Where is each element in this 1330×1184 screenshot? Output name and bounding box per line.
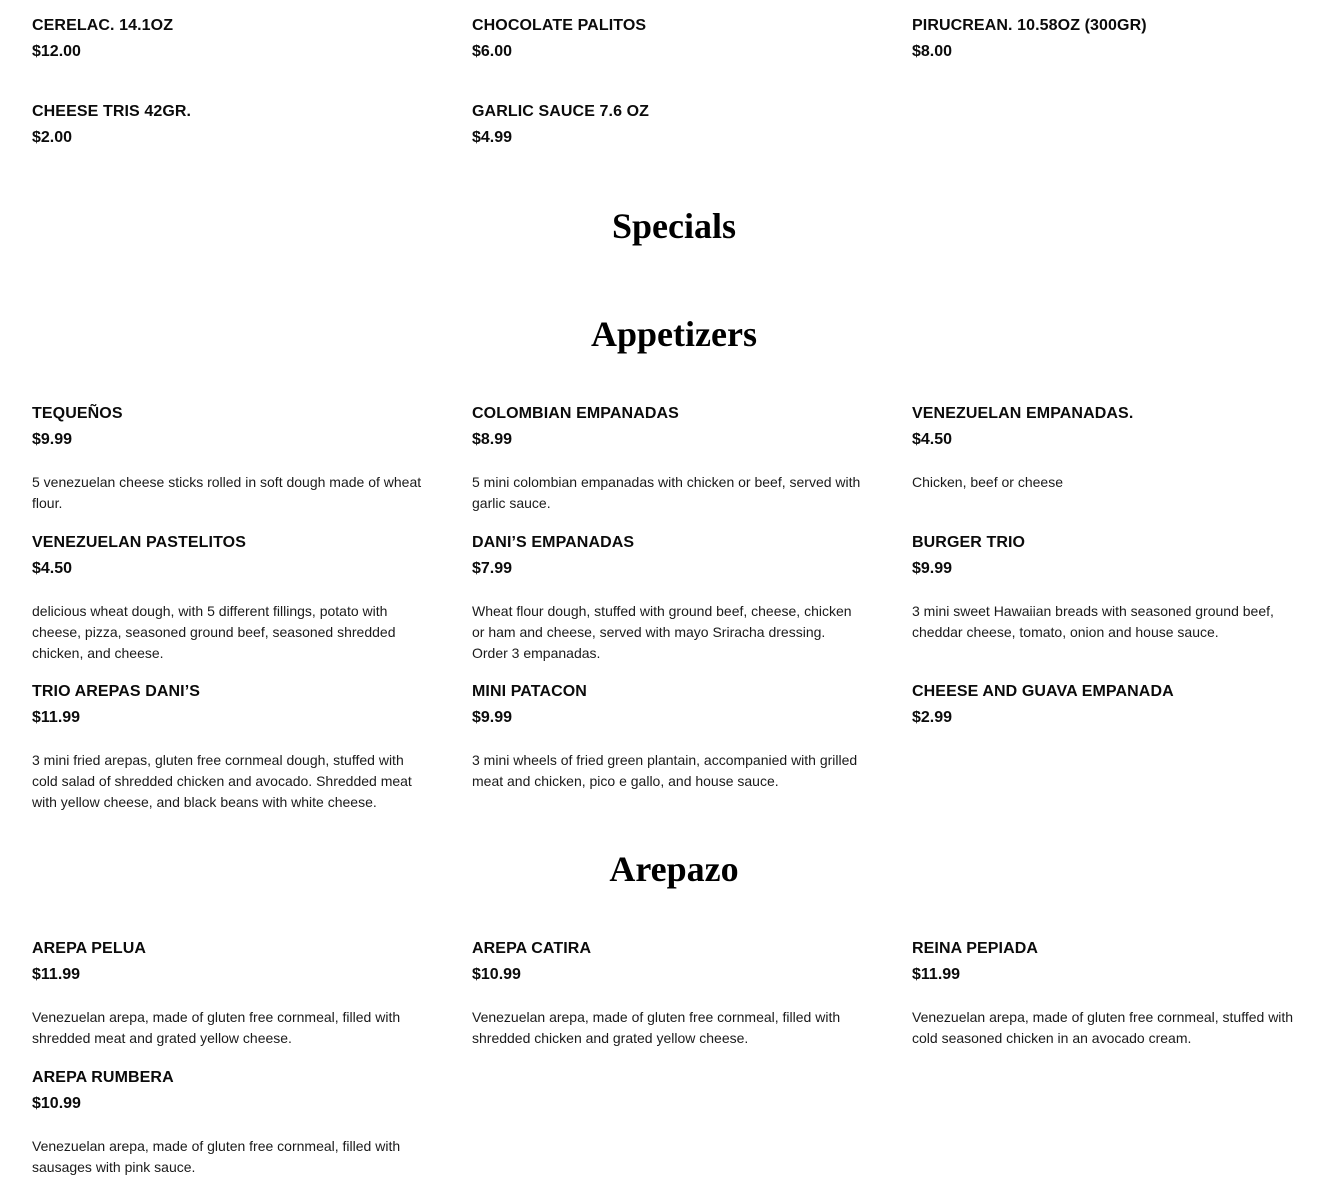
menu-item[interactable]	[472, 682, 862, 792]
item-name: DANI’S EMPANADAS	[472, 534, 635, 551]
item-name: COLOMBIAN EMPANADAS	[472, 405, 679, 422]
menu-item[interactable]	[912, 16, 1302, 62]
item-name: MINI PATACON	[472, 683, 587, 700]
menu-item[interactable]	[472, 404, 862, 514]
item-description: delicious wheat dough, with 5 different fillings, potato with cheese, pizza, seasoned ground beef, seasoned shredded chicken, and cheese.	[32, 603, 396, 661]
item-name: BURGER TRIO	[912, 534, 1026, 551]
item-description: 3 mini fried arepas, gluten free cornmeal dough, stuffed with cold salad of shredded chicken and avocado. Shredded meat with yellow cheese, and black beans with white cheese.	[32, 752, 412, 810]
item-description: 5 venezuelan cheese sticks rolled in soft dough made of wheat flour.	[32, 474, 422, 511]
item-name: GARLIC SAUCE 7.6 OZ	[472, 103, 650, 120]
item-name: CERELAC. 14.1OZ	[32, 17, 174, 34]
item-name: AREPA PELUA	[32, 940, 146, 957]
item-name: TRIO AREPAS DANI’S	[32, 683, 201, 700]
item-price: $4.50	[912, 431, 953, 448]
item-description: 3 mini wheels of fried green plantain, accompanied with grilled meat and chicken, pico e gallo, and house sauce.	[472, 752, 858, 789]
section-title-specials: Specials	[611, 206, 736, 246]
item-price: $11.99	[32, 966, 81, 983]
item-price: $10.99	[32, 1095, 81, 1112]
section-title-arepazo: Arepazo	[609, 849, 739, 889]
item-price: $8.00	[912, 43, 953, 60]
menu-item[interactable]	[472, 939, 862, 1049]
menu-item[interactable]	[912, 533, 1302, 643]
item-name: VENEZUELAN EMPANADAS.	[912, 405, 1134, 422]
item-name: PIRUCREAN. 10.58OZ (300GR)	[912, 17, 1147, 34]
menu-item[interactable]	[472, 102, 862, 148]
item-description: Venezuelan arepa, made of gluten free cornmeal, filled with shredded chicken and grated yellow cheese.	[472, 1009, 841, 1046]
menu-item[interactable]	[472, 533, 862, 664]
item-price: $9.99	[32, 431, 73, 448]
menu-item[interactable]	[912, 939, 1302, 1049]
menu-item[interactable]	[32, 682, 422, 813]
item-name: VENEZUELAN PASTELITOS	[32, 534, 246, 551]
menu-item[interactable]	[32, 533, 422, 664]
item-name: AREPA CATIRA	[472, 940, 592, 957]
item-description: Wheat flour dough, stuffed with ground beef, cheese, chicken or ham and cheese, served with mayo Sriracha dressing. Order 3 empanadas.	[472, 603, 852, 661]
item-description: Chicken, beef or cheese	[912, 474, 1063, 490]
item-name: CHOCOLATE PALITOS	[472, 17, 647, 34]
section-title-appetizers: Appetizers	[591, 314, 757, 354]
item-price: $4.50	[32, 560, 73, 577]
menu-item[interactable]	[32, 102, 422, 148]
item-price: $8.99	[472, 431, 513, 448]
item-description: Venezuelan arepa, made of gluten free cornmeal, filled with shredded meat and grated yellow cheese.	[32, 1009, 401, 1046]
menu-item[interactable]	[912, 404, 1302, 493]
menu-item[interactable]	[472, 16, 862, 62]
menu-item[interactable]	[32, 16, 422, 62]
item-description: 5 mini colombian empanadas with chicken or beef, served with garlic sauce.	[472, 474, 861, 511]
menu-item[interactable]	[32, 939, 422, 1049]
item-description: 3 mini sweet Hawaiian breads with seasoned ground beef, cheddar cheese, tomato, onion and house sauce.	[912, 603, 1274, 640]
item-description: Venezuelan arepa, made of gluten free cornmeal, stuffed with cold seasoned chicken in an avocado cream.	[912, 1009, 1294, 1046]
item-price: $7.99	[472, 560, 513, 577]
menu-item[interactable]	[32, 404, 422, 514]
item-description: Venezuelan arepa, made of gluten free cornmeal, filled with sausages with pink sauce.	[32, 1138, 401, 1175]
item-price: $9.99	[472, 709, 513, 726]
item-price: $6.00	[472, 43, 513, 60]
item-name: CHEESE AND GUAVA EMPANADA	[912, 683, 1174, 700]
item-name: CHEESE TRIS 42GR.	[32, 103, 192, 120]
item-price: $2.99	[912, 709, 953, 726]
item-price: $10.99	[472, 966, 521, 983]
item-name: TEQUEÑOS	[32, 405, 123, 422]
menu-item[interactable]	[32, 1068, 422, 1178]
item-name: AREPA RUMBERA	[32, 1069, 174, 1086]
item-price: $12.00	[32, 43, 81, 60]
item-price: $11.99	[912, 966, 961, 983]
menu-item[interactable]	[912, 682, 1302, 728]
item-price: $11.99	[32, 709, 81, 726]
item-price: $9.99	[912, 560, 953, 577]
item-price: $2.00	[32, 129, 73, 146]
item-price: $4.99	[472, 129, 513, 146]
item-name: REINA PEPIADA	[912, 940, 1039, 957]
